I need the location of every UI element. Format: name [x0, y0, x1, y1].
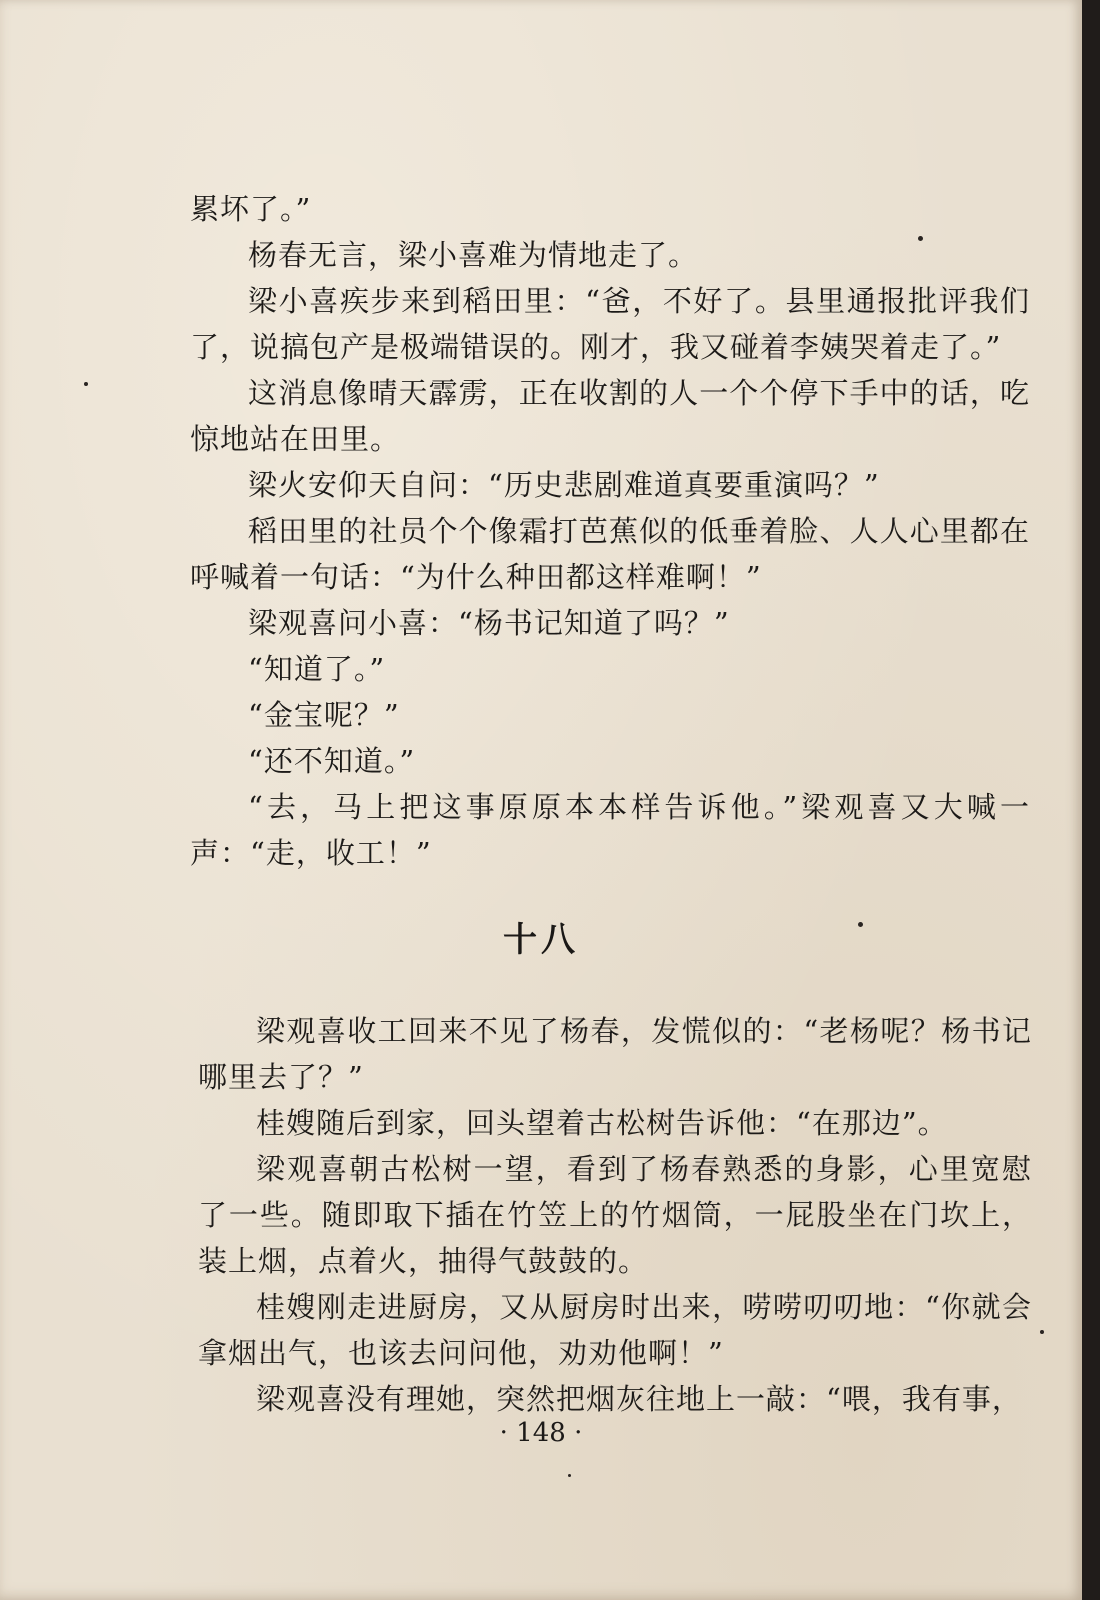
lower-text-block [198, 1008, 1032, 1422]
ink-speck [918, 236, 923, 241]
paragraph: 梁小喜疾步来到稻田里：“爸，不好了。县里通报批评我们了，说搞包产是极端错误的。刚才，我又碰着李姨哭着走了。” [190, 284, 1030, 364]
paragraph: 累坏了。” [190, 192, 312, 226]
ink-speck [84, 382, 88, 386]
paragraph: 梁观喜问小喜：“杨书记知道了吗？” [248, 606, 730, 640]
paragraph: 梁观喜没有理她，突然把烟灰往地上一敲：“喂，我有事， [256, 1382, 1022, 1416]
paragraph: 桂嫂刚走进厨房，又从厨房时出来，唠唠叨叨地：“你就会拿烟出气，也该去问问他，劝劝他啊！” [198, 1290, 1032, 1370]
paragraph: 这消息像晴天霹雳，正在收割的人一个个停下手中的话，吃惊地站在田里。 [190, 376, 1030, 456]
paragraph: “还不知道。” [248, 744, 416, 778]
ink-speck [1040, 1330, 1044, 1334]
ink-speck [568, 1474, 571, 1477]
paragraph: 梁观喜收工回来不见了杨春，发慌似的：“老杨呢？杨书记哪里去了？” [198, 1014, 1032, 1094]
paragraph: “去，马上把这事原原本本样告诉他。”梁观喜又大喊一声：“走，收工！” [190, 790, 1030, 870]
paragraph: “金宝呢？” [248, 698, 400, 732]
paragraph: 梁火安仰天自问：“历史悲剧难道真要重演吗？” [248, 468, 880, 502]
paragraph: 杨春无言，梁小喜难为情地走了。 [248, 238, 699, 272]
paragraph: “知道了。” [248, 652, 386, 686]
scan-edge [1082, 0, 1100, 1600]
ink-speck [858, 922, 863, 927]
chapter-heading: 十八 [503, 920, 579, 960]
page-number: · 148 · [499, 1418, 583, 1448]
paragraph: 梁观喜朝古松树一望，看到了杨春熟悉的身影，心里宽慰了一些。随即取下插在竹笠上的竹烟筒，一屁股坐在门坎上，装上烟，点着火，抽得气鼓鼓的。 [198, 1152, 1032, 1278]
upper-text-block [190, 186, 1030, 876]
paragraph: 桂嫂随后到家，回头望着古松树告诉他：“在那边”。 [256, 1106, 948, 1140]
paragraph: 稻田里的社员个个像霜打芭蕉似的低垂着脸、人人心里都在呼喊着一句话：“为什么种田都这样难啊！” [190, 514, 1030, 594]
